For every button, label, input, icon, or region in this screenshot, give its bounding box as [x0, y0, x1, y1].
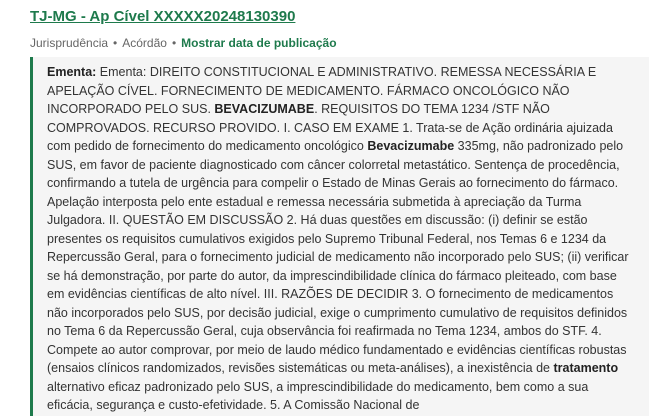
result-meta — [30, 36, 337, 50]
ementa-highlight: Bevacizumabe — [367, 139, 455, 153]
ementa-segment: . REQUISITOS DO TEMA 1234 /STF NÃO COMPROVADOS. RECURSO PROVIDO. I. CASO EM EXAME 1. Trata-se de Ação ordinária ajuizada com pedido de fornecimento do medicamento oncológico — [47, 102, 613, 153]
result-type: Jurisprudência — [30, 36, 109, 50]
separator-dot: • — [171, 36, 177, 50]
ementa-highlight: tratamento — [553, 361, 619, 375]
ementa-text — [33, 57, 649, 415]
separator-dot: • — [113, 36, 118, 50]
ementa-highlight: BEVACIZUMABE — [214, 102, 315, 116]
ementa-segment: alternativo eficaz padronizado pelo SUS, a imprescindibilidade do medicamento, bem como a sua eficácia, segurança e custo-efetividade. 5. A Comissão Nacional de — [47, 379, 589, 412]
ementa-segment: 335mg, não padronizado pelo SUS, em favor de paciente diagnosticado com câncer colorretal metastático. Sentença de procedência, confirmando a tutela de urgência para compelir o Estado de Minas Gerais ao fornecimento do fármaco. Apelação interposta pelo ente estadual e remessa necessária submetida à apreciação da Turma Julgadora. II. QUESTÃO EM DISCUSSÃO 2. Há duas questões em discussão: (i) definir se estão presentes os requisitos cumulativos exigidos pelo Supremo Tribunal Federal, nos Temas 6 e 1234 da Repercussão Geral, para o fornecimento judicial de medicamento não incorporado pelo SUS; (ii) verificar se há demonstração, por parte do autor, da imprescindibilidade clínica do fármaco pleiteado, com base em evidências científicas de alto nível. III. RAZÕES DE DECIDIR 3. O fornecimento de medicamentos não incorporados pelo SUS, por decisão judicial, exige o cumprimento cumulativo de requisitos definidos no Tema 6 da Repercussão Geral, cuja observância foi reafirmada no Tema 1234, ambos do STF. 4. Compete ao autor comprovar, por meio de laudo médico fundamentado e evidências científicas robustas (ensaios clínicos randomizados, revisões sistemáticas ou meta-análises), a inexistência de — [47, 139, 629, 375]
ementa-label: Ementa: — [47, 65, 97, 79]
ementa-segment: Ementa: DIREITO CONSTITUCIONAL E ADMINISTRATIVO. REMESSA NECESSÁRIA E APELAÇÃO CÍVEL. FORNECIMENTO DE MEDICAMENTO. FÁRMACO ONCOLÓGICO NÃO INCORPORADO PELO SUS. — [47, 65, 597, 116]
result-title-link[interactable]: TJ-MG - Ap Cível XXXXX20248130390 — [30, 8, 296, 25]
show-publication-date-link[interactable]: Mostrar data de publicação — [181, 36, 337, 50]
ementa-box — [30, 57, 649, 416]
result-subtype: Acórdão — [122, 36, 167, 50]
